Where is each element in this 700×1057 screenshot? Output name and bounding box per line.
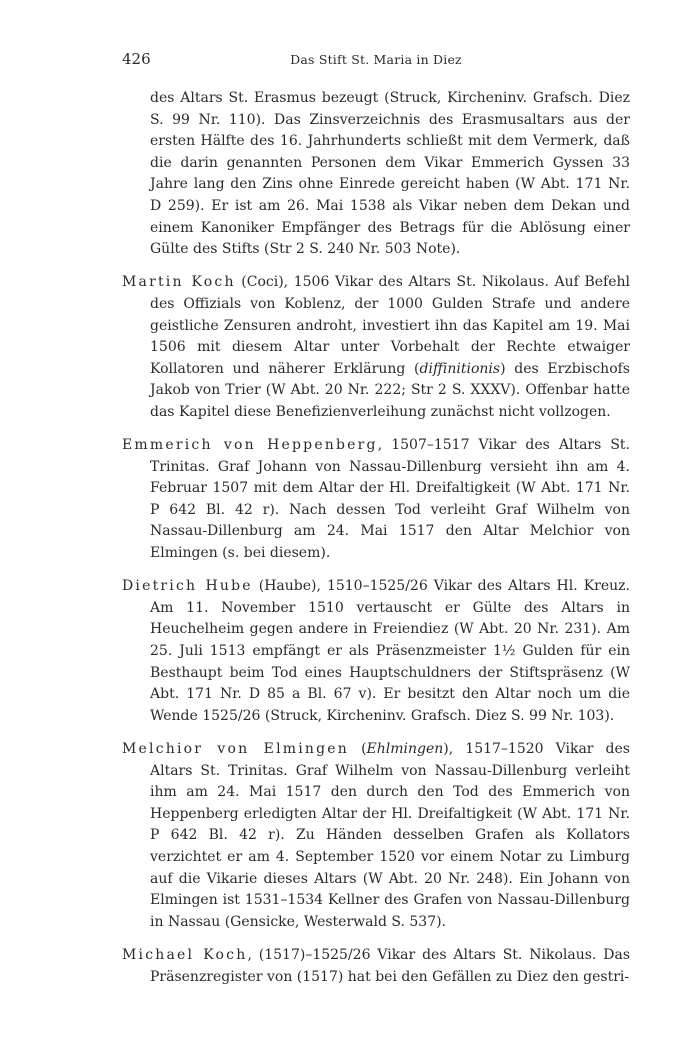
entry-text: (Haube), 1510–1525/26 Vikar des Altars Hl. Kreuz. Am 11. November 1510 vertauscht er Gülte des Altars in Heuchelheim gegen andere in Freiendiez (W Abt. 20 Nr. 231). Am 25. Juli 1513 empfängt er als Präsenzmeister 1½ Gulden für ein Besthaupt beim Tod eines Hauptschuldners der Stiftspräsenz (W Abt. 171 Nr. D 85 a Bl. 67 v). Er besitzt den Altar noch um die Wende 1525/26 (Struck, Kircheninv. Grafsch. Diez S. 99 Nr. 103).	[150, 578, 630, 724]
entry-martin-koch	[122, 272, 630, 423]
text-body	[122, 88, 630, 988]
entry-italic-term: diffinitionis	[419, 360, 501, 377]
entry-michael-koch	[122, 945, 630, 988]
entry-text: (Coci), 1506 Vikar des Altars St. Nikolaus. Auf Befehl des Offizials von Koblenz, der 1000 Gulden Strafe und andere geistliche Zensuren androht, investiert ihn das Kapitel am 19. Mai 1506 mit diesem Altar unter Vorbehalt der Rechte etwaiger Kollatoren und näherer Erklärung (	[150, 274, 631, 377]
entry-dietrich-hube	[122, 576, 630, 727]
entry-name: Melchior von Elmingen	[122, 741, 349, 757]
page-number: 426	[122, 50, 151, 68]
entry-name: Michael Koch	[122, 946, 248, 963]
entry-italic-term: Ehlmingen	[366, 741, 444, 757]
continuation-paragraph: des Altars St. Erasmus bezeugt (Struck, Kircheninv. Grafsch. Diez S. 99 Nr. 110). Das Zinsverzeichnis des Erasmusaltars aus der ersten Hälfte des 16. Jahrhunderts schließt mit dem Vermerk, daß die darin genannten Personen dem Vikar Emmerich Gyssen 33 Jahre lang den Zins ohne Einrede gereicht haben (W Abt. 171 Nr. D 259). Er ist am 26. Mai 1538 als Vikar neben dem Dekan und einem Kanoniker Empfänger des Betrags für die Ablösung einer Gülte des Stifts (Str 2 S. 240 Nr. 503 Note).	[150, 90, 630, 258]
entry-name: Dietrich Hube	[122, 578, 253, 595]
entry-text: , (1517)–1525/26 Vikar des Altars St. Nikolaus. Das Präsenzregister von (1517) hat bei den Gefällen zu Diez den gestri-	[150, 946, 631, 985]
entry-text: , 1507–1517 Vikar des Altars St. Trinitas. Graf Johann von Nassau-Dillenburg versieht ihn am 4. Februar 1507 mit dem Altar der Hl. Dreifaltigkeit (W Abt. 171 Nr. P 642 Bl. 42 r). Nach dessen Tod verleiht Graf Wilhelm von Nassau-Dillenburg am 24. Mai 1517 den Altar Melchior von Elmingen (s. bei diesem).	[150, 437, 631, 562]
entry-text: ), 1517–1520 Vikar des Altars St. Trinitas. Graf Wilhelm von Nassau-Dillenburg verleiht ihm am 24. Mai 1517 den durch den Tod des Emmerich von Heppenberg erledigten Altar der Hl. Dreifaltigkeit (W Abt. 171 Nr. P 642 Bl. 42 r). Zu Händen desselben Grafen als Kollators verzichtet er am 4. September 1520 vor einem Notar zu Limburg auf die Vikarie dieses Altars (W Abt. 20 Nr. 248). Ein Johann von Elmingen ist 1531–1534 Kellner des Grafen von Nassau-Dillenburg in Nassau (Gensicke, Westerwald S. 537).	[150, 741, 630, 930]
running-title: Das Stift St. Maria in Diez	[290, 52, 462, 67]
entry-melchior-von-elmingen	[122, 739, 630, 933]
entry-text: (	[349, 741, 367, 757]
page-header	[122, 50, 630, 72]
entry-name: Martin Koch	[122, 274, 236, 291]
entry-name: Emmerich von Heppenberg	[122, 437, 378, 454]
entry-emmerich-von-heppenberg	[122, 435, 630, 565]
entry-text: ) des Erzbischofs Jakob von Trier (W Abt. 20 Nr. 222; Str 2 S. XXXV). Offenbar hatte das Kapitel diese Benefizienverleihung zunächst nicht vollzogen.	[150, 360, 630, 420]
